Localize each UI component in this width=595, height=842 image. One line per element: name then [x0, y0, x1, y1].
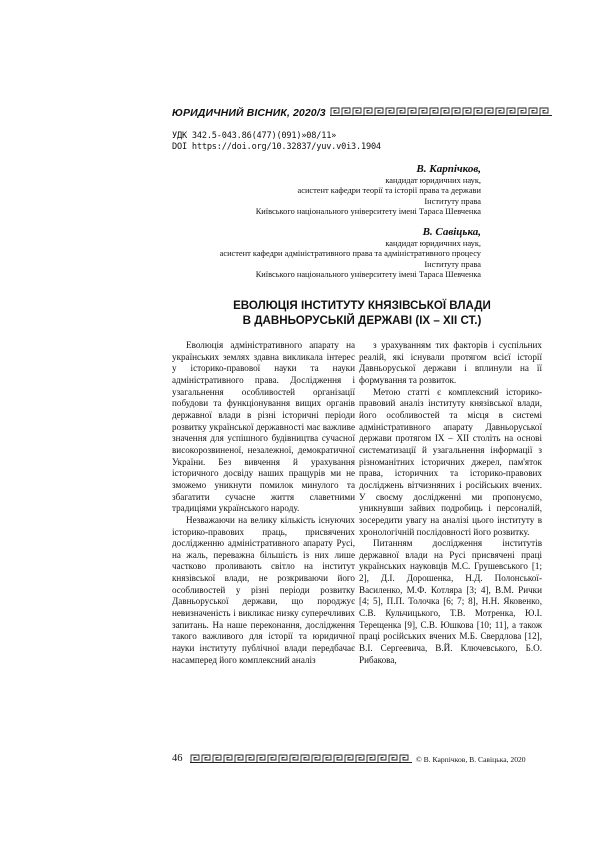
author-block-2	[220, 226, 481, 280]
author-position: асистент кафедри адміністративного права та адміністративного процесу	[219, 249, 481, 259]
body-column-right	[359, 340, 542, 666]
udc-code: УДК 342.5-043.86(477)(091)»08/11»	[172, 131, 337, 141]
ornament-svg	[190, 754, 412, 763]
body-paragraph: Незважаючи на велику кількість існуючих історико-правових праць, присвячених дослідженню адміністративного апарату Русі, на жаль, переважна більшість із них лише частково проливають світло на інститут князівської влади, не розкриваючи його особливостей у різні періоди розвитку Давньоруської держави, що породжує невизначеність і викликає низку суперечливих запитань. На наше переконання, дослідження такого важливого для історії та юридичної науки інституту публічної влади передбачає насамперед його комплексний аналіз	[172, 514, 355, 665]
greek-key-ornament	[330, 107, 552, 116]
article-title	[172, 298, 552, 328]
article-metadata	[172, 131, 381, 153]
author-institute: Інституту права	[424, 196, 481, 206]
body-column-left	[172, 340, 355, 666]
title-line: ЕВОЛЮЦІЯ ІНСТИТУТУ КНЯЗІВСЬКОЇ ВЛАДИ	[233, 299, 491, 312]
meander-pattern	[330, 108, 552, 116]
author-university: Київського національного університету імені Тараса Шевченка	[255, 269, 481, 279]
author-name: В. Карпічков,	[416, 163, 481, 175]
author-degree: кандидат юридичних наук,	[385, 239, 481, 248]
meander-pattern	[190, 755, 412, 763]
body-paragraph: Метою статті є комплексний історико-правовий аналіз інституту князівської влади, його особливостей та місця в системі адміністративного апарату Давньоруської держави протягом IX – XII століть на основі систематизації й узагальнення інформації з різноманітних історичних джерел, пам'яток права, історичних та історико-правових досліджень вітчизняних і російських вчених. У своєму дослідженні ми пропонуємо, уникнувши зайвих подробиць і персоналій, зосередити увагу на аналізі цього інституту в хронологічній послідовності його розвитку.	[359, 386, 542, 537]
copyright-notice: © В. Карпічков, В. Савіцька, 2020	[416, 755, 526, 764]
doi-link: DOI https://doi.org/10.32837/yuv.v0i3.1904	[172, 142, 381, 152]
author-university: Київського національного університету імені Тараса Шевченка	[255, 206, 481, 216]
page-number: 46	[172, 753, 183, 764]
body-paragraph: Питанням дослідження інститутів державної влади на Русі присвячені праці українських науковців М.С. Грушевського [1; 2], Д.І. Дорошенка, Н.Д. Полонської-Василенко, М.Ф. Котляра [3; 4], В.М. Рички [4; 5], П.П. Толочка [6; 7; 8], Н.Н. Яковенко, С.В. Кульчицького, Т.В. Мотренка, Ю.І. Терещенка [9], С.В. Юшкова [10; 11], а також праці російських вчених М.Б. Свердлова [12], В.І. Сергеевича, В.Й. Ключевського, Б.О. Рибакова,	[359, 538, 542, 665]
ornament-svg	[330, 107, 552, 116]
greek-key-ornament	[190, 754, 412, 763]
body-paragraph: Еволюція адміністративного апарату на українських землях здавна викликала інтерес у історико-правової науки та науки адміністративного права. Дослідження і узагальнення особливостей організації побудови та функціонування вищих органів державної влади в різні історичні періоди розвитку української державності має важливе значення для успішного будівництва сучасної високорозвиненої, незалежної, демократичної України. Без вивчення й урахування історичного досвіду наших пращурів ми не зможемо уникнути помилок минулого та збагатити сучасне життя славетними традиціями українського народу.	[172, 340, 355, 514]
body-paragraph: з урахуванням тих факторів і суспільних реалій, які існували протягом всієї історії Давньоруської держави і вплинули на її формування та розвиток.	[359, 340, 542, 385]
author-block-1	[256, 163, 481, 217]
title-line: В ДАВНЬОРУСЬКІЙ ДЕРЖАВІ (IX – XII СТ.)	[242, 314, 482, 327]
author-position: асистент кафедри теорії та історії права та держави	[297, 186, 481, 196]
journal-header: ЮРИДИЧНИЙ ВІСНИК, 2020/3	[172, 107, 326, 119]
author-name: В. Савіцька,	[422, 226, 481, 238]
author-institute: Інституту права	[424, 259, 481, 269]
author-degree: кандидат юридичних наук,	[385, 176, 481, 185]
